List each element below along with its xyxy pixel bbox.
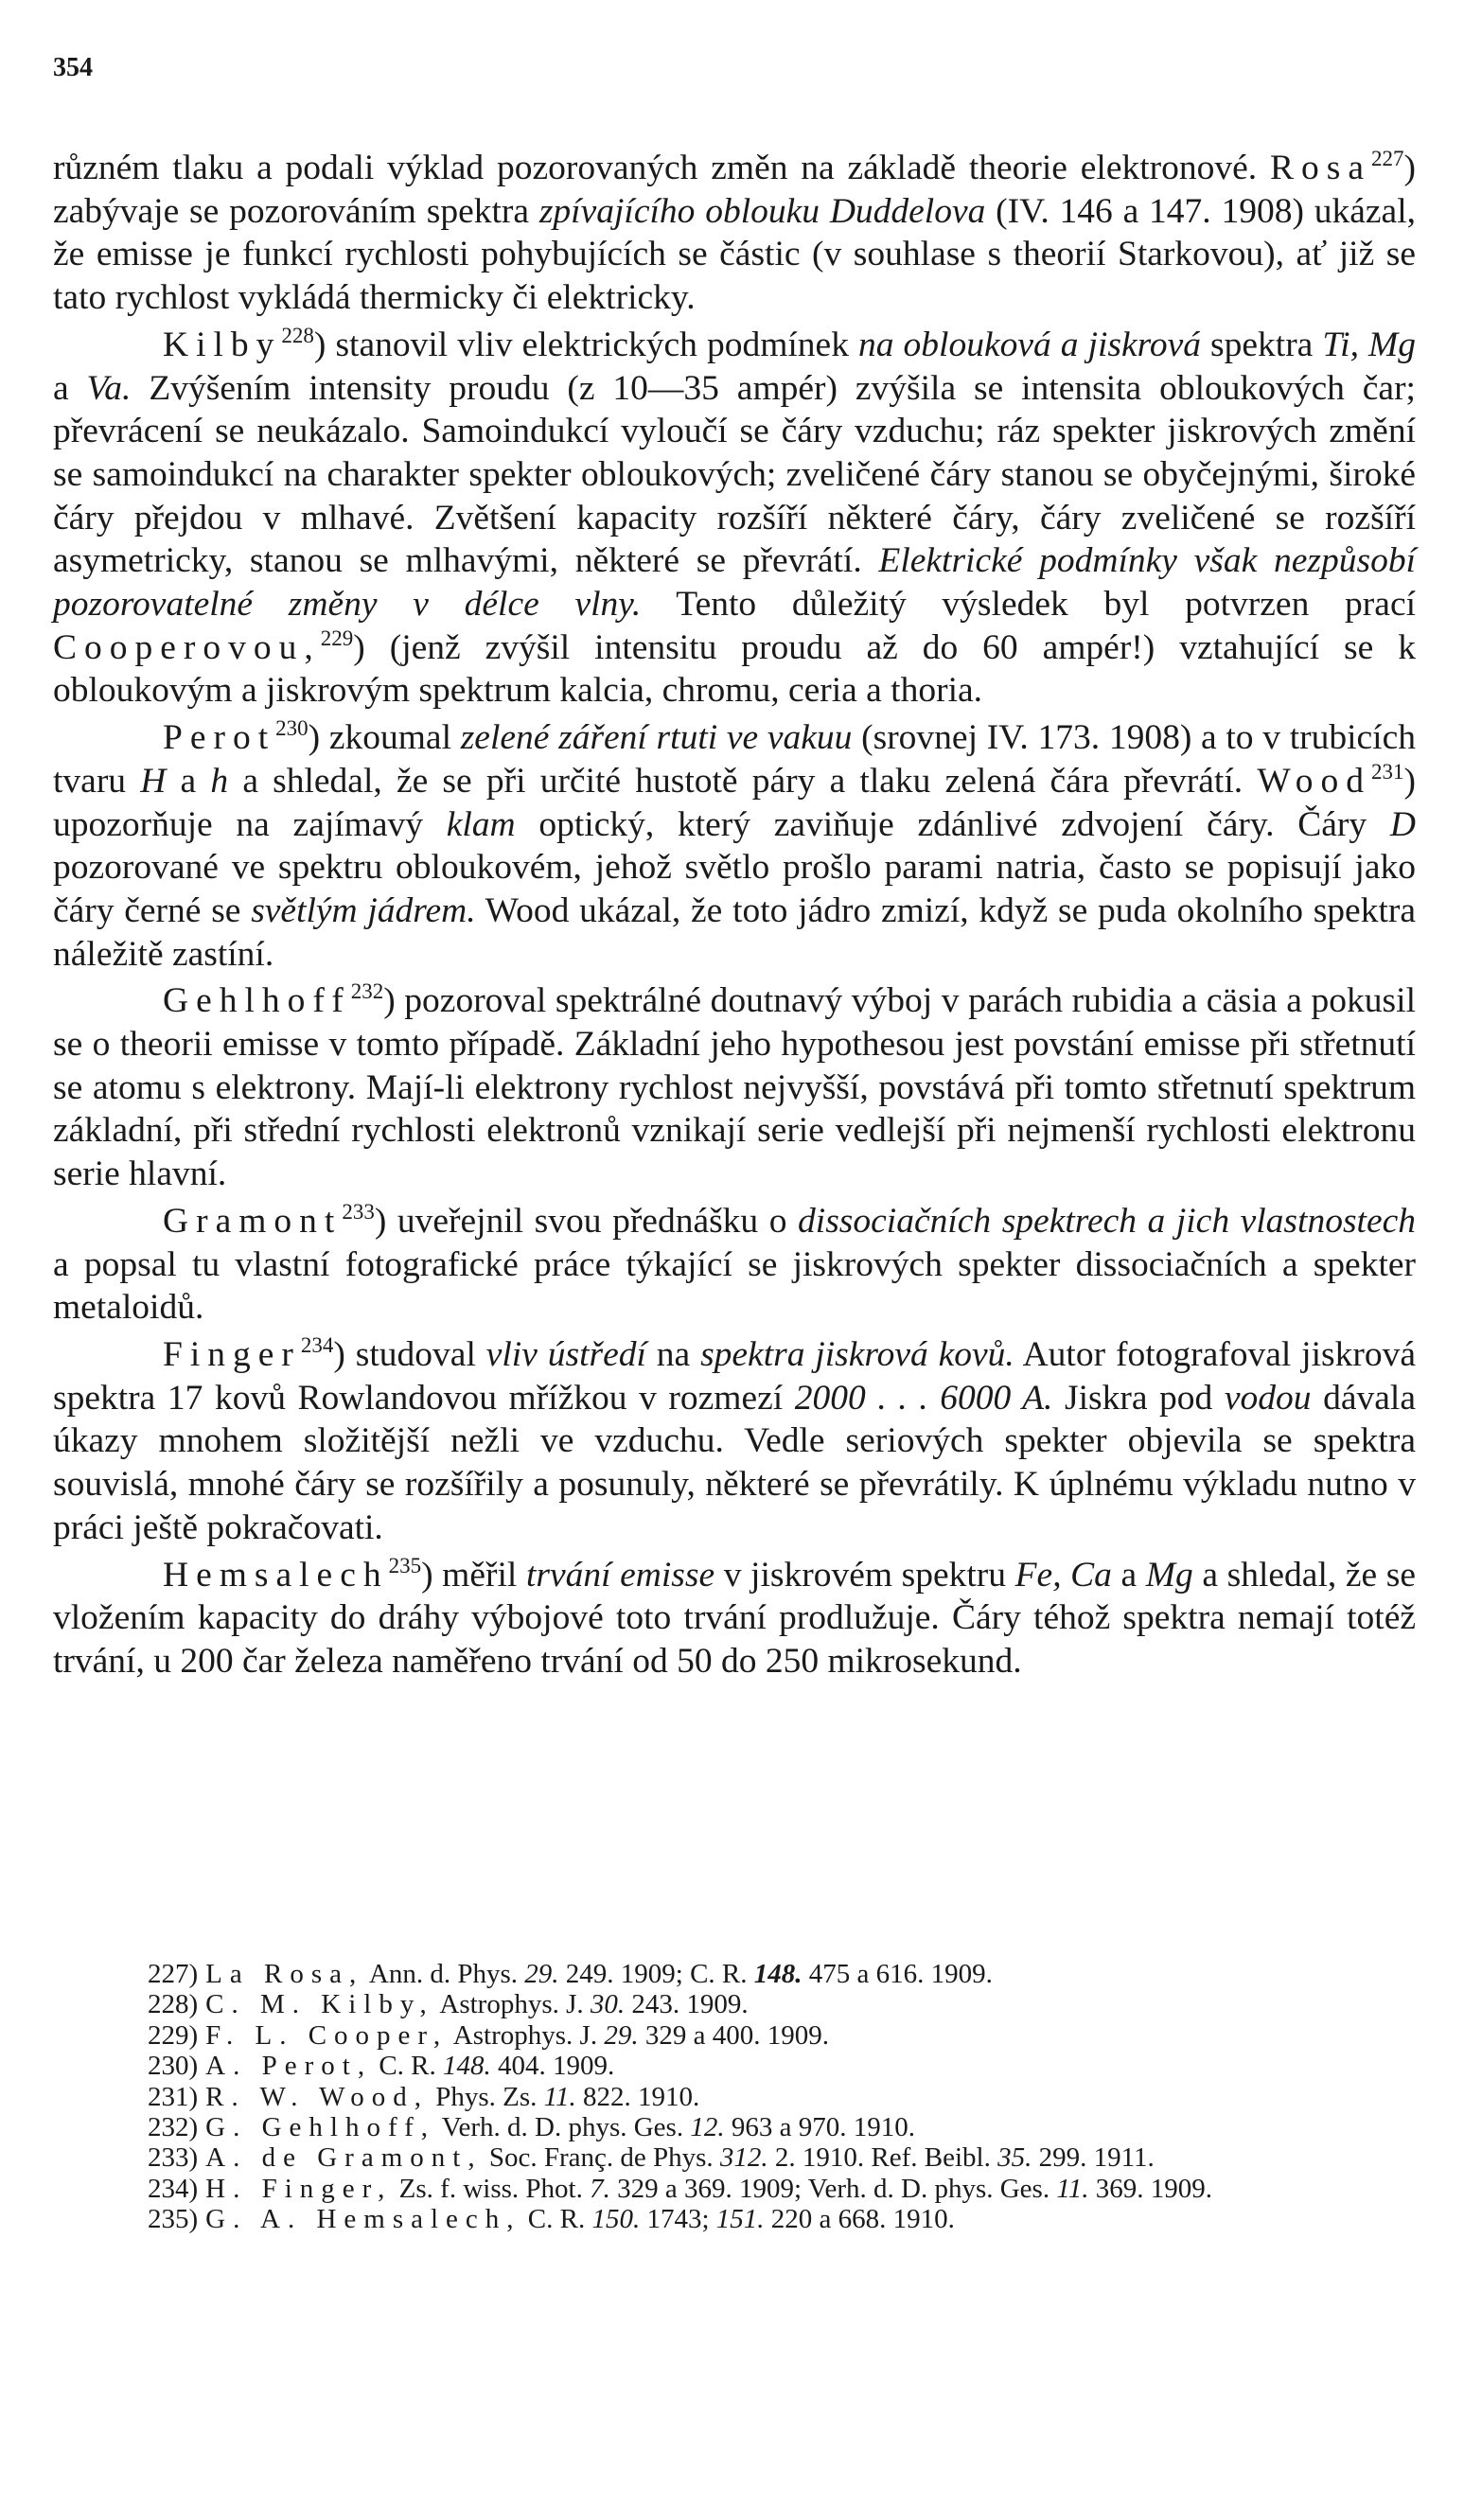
author-name: Gramont bbox=[163, 1201, 343, 1241]
footnote-number: 234) bbox=[148, 2173, 199, 2204]
footnote-text: C. R. bbox=[520, 2204, 592, 2235]
text: dávala úkazy mnohem složitější nežli ve vzduchu. Vedle seriových spekter objevila se spektra souvislá, mnohé čáry se rozšířily a posunuly, některé se převrátily. K úplnému výkladu nutno v práci ještě pokračovati. bbox=[53, 1378, 1416, 1547]
text: Wood ukázal, že toto jádro zmizí, když se puda okolního spektra náležitě zastíní. bbox=[53, 890, 1417, 974]
text: a popsal tu vlastní fotografické práce týkající se jiskrových spekter dissociačních a spekter metaloidů. bbox=[53, 1244, 1416, 1328]
footnote-text: 220 a 668. 1910. bbox=[764, 2204, 955, 2235]
italic-text: Mg bbox=[1145, 1555, 1193, 1595]
footnote-volume: 29. bbox=[604, 2019, 639, 2051]
paragraph-7 bbox=[53, 1554, 1416, 1683]
italic-text: h bbox=[210, 761, 229, 801]
paragraph-2 bbox=[53, 324, 1416, 713]
footnote-author: C. M. Kilby, bbox=[205, 1989, 434, 2020]
footnote-volume: 312. bbox=[719, 2142, 768, 2174]
footnote-number: 233) bbox=[148, 2142, 199, 2174]
text: a bbox=[166, 761, 211, 801]
italic-text: klam bbox=[446, 804, 516, 844]
footnote-text: 329 a 400. 1909. bbox=[638, 2019, 829, 2051]
italic-text: dissociačních spektrech a jich vlastnostech bbox=[798, 1201, 1416, 1241]
footnote-text: Soc. Franç. de Phys. bbox=[482, 2142, 720, 2174]
footnote-text: Astrophys. J. bbox=[448, 2019, 605, 2051]
text: spektra bbox=[1201, 325, 1323, 364]
text: optický, který zaviňuje zdánlivé zdvojení čáry. Čáry bbox=[515, 804, 1390, 844]
footnote-ref: 232 bbox=[350, 979, 384, 1004]
text: Tento důležitý výsledek byl potvrzen prací bbox=[641, 585, 1417, 625]
footnote bbox=[53, 1959, 1416, 1989]
text: ) stanovil vliv elektrických podmínek bbox=[313, 325, 858, 364]
footnote-number: 232) bbox=[148, 2112, 199, 2143]
footnote-text: Zs. f. wiss. Phot. bbox=[392, 2173, 591, 2204]
text: na bbox=[645, 1334, 701, 1374]
footnote-volume: 30. bbox=[590, 1989, 626, 2020]
text: (IV. 146 a 147. 1908) ukázal, že emisse je funkcí rychlosti pohybujících se částic (v souhlase s theorií Starkovou), ať již se tato rychlost vykládá thermicky či elektricky. bbox=[53, 191, 1416, 318]
footnote-text: 243. 1909. bbox=[625, 1989, 749, 2020]
footnote-ref: 227 bbox=[1371, 147, 1404, 170]
author-name: Finger bbox=[163, 1334, 301, 1374]
author-name: Kilby bbox=[163, 325, 282, 364]
text: ) upozorňuje na zajímavý bbox=[53, 761, 1416, 844]
author-name: Gehlhoff bbox=[163, 981, 351, 1021]
text: Jiskra pod bbox=[1052, 1378, 1225, 1418]
footnote-text: Astrophys. J. bbox=[433, 1989, 591, 2020]
footnote-volume: 12. bbox=[690, 2112, 725, 2143]
italic-text: H bbox=[140, 761, 167, 801]
footnote-volume: 7. bbox=[590, 2173, 610, 2204]
footnote-volume: 148. bbox=[753, 1959, 803, 1989]
footnote-text: 2. 1910. Ref. Beibl. bbox=[767, 2142, 998, 2174]
text: ) měřil bbox=[421, 1555, 526, 1595]
author-name: Perot bbox=[163, 718, 276, 758]
text: ) uveřejnil svou přednášku o bbox=[374, 1201, 799, 1241]
footnote-author: F. L. Cooper, bbox=[205, 2019, 449, 2051]
footnote-number: 230) bbox=[148, 2051, 199, 2082]
footnote-author: G. A. Hemsalech, bbox=[205, 2204, 521, 2235]
footnote-ref: 229 bbox=[320, 626, 354, 650]
footnote-text: Phys. Zs. bbox=[428, 2081, 544, 2112]
text: a bbox=[53, 368, 87, 408]
footnote-author: A. Perot, bbox=[205, 2051, 373, 2082]
author-name: Wood bbox=[1257, 761, 1371, 801]
text: Autor fotografoval jiskrová spektra 17 kovů Rowlandovou mřížkou v rozmezí bbox=[53, 1334, 1416, 1418]
text: v jiskrovém spektru bbox=[714, 1555, 1015, 1595]
footnote-volume: 35. bbox=[997, 2142, 1032, 2174]
italic-text: zelené záření rtuti ve vakuu bbox=[460, 718, 853, 758]
italic-text: vliv ústředí bbox=[485, 1334, 646, 1374]
footnote-number: 229) bbox=[148, 2019, 199, 2051]
text: různém tlaku a podali výklad pozorovaných změn na základě theorie elektronové. bbox=[53, 149, 1270, 187]
text: ) studoval bbox=[333, 1334, 486, 1374]
author-name: Hemsalech bbox=[163, 1555, 389, 1595]
footnote-ref: 233 bbox=[342, 1199, 375, 1224]
footnote-author: La Rosa, bbox=[205, 1959, 364, 1989]
author-name: Rosa bbox=[1270, 149, 1371, 187]
italic-text: zpívajícího oblouku Duddelova bbox=[538, 191, 986, 231]
paragraph-3 bbox=[53, 716, 1416, 976]
footnote-number: 231) bbox=[148, 2081, 199, 2112]
footnote-ref: 235 bbox=[388, 1553, 422, 1577]
footnote-ref: 230 bbox=[275, 716, 309, 741]
italic-text: trvání emisse bbox=[525, 1555, 715, 1595]
italic-text: světlým jádrem. bbox=[251, 890, 476, 930]
footnote-number: 235) bbox=[148, 2204, 199, 2235]
footnote bbox=[53, 1989, 1416, 2019]
footnote-text: 963 a 970. 1910. bbox=[724, 2112, 915, 2143]
footnote-text: Ann. d. Phys. bbox=[363, 1959, 525, 1989]
footnote-text: C. R. bbox=[372, 2051, 444, 2082]
footnote-ref: 231 bbox=[1370, 759, 1404, 784]
italic-text: 2000 . . . 6000 A. bbox=[794, 1378, 1053, 1418]
italic-text: Fe, Ca bbox=[1014, 1555, 1112, 1595]
footnote-volume: 148. bbox=[443, 2051, 491, 2082]
paragraph-5 bbox=[53, 1200, 1416, 1330]
footnote-author: R. W. Wood, bbox=[205, 2081, 429, 2112]
footnote-text: 475 a 616. 1909. bbox=[802, 1959, 993, 1989]
footnote bbox=[53, 2142, 1416, 2173]
footnote-author: G. Gehlhoff, bbox=[205, 2112, 436, 2143]
body-text bbox=[53, 147, 1416, 1687]
italic-text: Va. bbox=[86, 368, 132, 408]
footnotes bbox=[53, 1959, 1416, 2235]
footnote-volume: 151. bbox=[715, 2204, 765, 2235]
footnote bbox=[53, 2051, 1416, 2081]
footnote-author: A. de Gramont, bbox=[205, 2142, 483, 2174]
footnote-text: 249. 1909; C. R. bbox=[558, 1959, 754, 1989]
footnote-volume: 29. bbox=[524, 1959, 559, 1989]
footnote-author: H. Finger, bbox=[205, 2173, 393, 2204]
text: a shledal, že se vložením kapacity do dráhy výbojové toto trvání prodlužuje. Čáry téhož spektra nemají totéž trvání, u 200 čar železa naměřeno trvání od 50 do 250 mikrosekund. bbox=[53, 1555, 1416, 1681]
text: Zvýšením intensity proudu (z 10—35 ampér) zvýšila se intensita obloukových čar; převrácení se neukázalo. Samoindukcí vyloučí se čáry vzduchu; ráz spekter jiskrových změní se samoindukcí na charakter spekter obloukových; zveličené čáry stanou se obyčejnými, široké čáry přejdou v mlhavé. Zvětšení kapacity rozšíří některé čáry, čáry zveličené se rozšíří asymetricky, stanou se mlhavými, některé se převrátí. bbox=[53, 368, 1416, 581]
footnote-text: 404. 1909. bbox=[490, 2051, 615, 2082]
text: ) (jenž zvýšil intensitu proudu až do 60 ampér!) vztahující se k obloukovým a jiskrovým spektrum kalcia, chromu, ceria a thoria. bbox=[53, 627, 1416, 711]
footnote bbox=[53, 2112, 1416, 2142]
italic-text: spektra jiskrová kovů. bbox=[700, 1334, 1014, 1374]
footnote-text: 299. 1911. bbox=[1032, 2142, 1155, 2174]
footnote bbox=[53, 2174, 1416, 2204]
text: pozorované ve spektru obloukovém, jehož světlo prošlo parami natria, často se popisují jako čáry černé se bbox=[53, 848, 1416, 930]
italic-text: vodou bbox=[1224, 1378, 1312, 1418]
text: a bbox=[1111, 1555, 1146, 1595]
footnote-text: 1743; bbox=[640, 2204, 716, 2235]
text: ) zkoumal bbox=[308, 718, 461, 758]
italic-text: Ti, Mg bbox=[1322, 325, 1416, 364]
page-number: 354 bbox=[53, 53, 93, 82]
author-name: Cooperovou, bbox=[53, 627, 321, 667]
text: (srovnej IV. 173. 1908) a to v trubicích tvaru bbox=[53, 718, 1416, 801]
italic-text: D bbox=[1389, 804, 1416, 844]
paragraph-4 bbox=[53, 979, 1416, 1196]
paragraph-1 bbox=[53, 147, 1416, 320]
footnote-number: 228) bbox=[148, 1989, 199, 2020]
footnote bbox=[53, 2204, 1416, 2234]
footnote bbox=[53, 2020, 1416, 2051]
paragraph-6 bbox=[53, 1333, 1416, 1550]
text: a shledal, že se při určité hustotě páry a tlaku zelená čára převrátí. bbox=[228, 761, 1258, 801]
footnote-volume: 11. bbox=[543, 2081, 576, 2112]
footnote-volume: 150. bbox=[591, 2204, 641, 2235]
text: ) zabývaje se pozorováním spektra bbox=[53, 149, 1416, 231]
italic-text: Elektrické podmínky však nezpůsobí pozorovatelné změny v délce vlny. bbox=[53, 541, 1416, 625]
footnote-number: 227) bbox=[148, 1959, 199, 1989]
footnote-text: 329 a 369. 1909; Verh. d. D. phys. Ges. bbox=[609, 2173, 1057, 2204]
footnote-volume: 11. bbox=[1056, 2173, 1089, 2204]
italic-text: na oblouková a jiskrová bbox=[858, 325, 1201, 364]
footnote-text: 822. 1910. bbox=[575, 2081, 700, 2112]
footnote-ref: 234 bbox=[300, 1332, 334, 1357]
footnote-text: 369. 1909. bbox=[1088, 2173, 1212, 2204]
footnote-text: Verh. d. D. phys. Ges. bbox=[435, 2112, 691, 2143]
footnote bbox=[53, 2082, 1416, 2112]
footnote-ref: 228 bbox=[281, 323, 314, 347]
text: ) pozoroval spektrálné doutnavý výboj v parách rubidia a cäsia a pokusil se o theorii emisse v tomto případě. Základní jeho hypothesou jest povstání emisse při střetnutí se atomu s elektrony. Mají-li elektrony rychlost nejvyšší, povstává při tomto střetnutí spektrum základní, při střední rychlosti elektronů vznikají serie vedlejší při nejmenší rychlosti elektronu serie hlavní. bbox=[53, 981, 1416, 1194]
